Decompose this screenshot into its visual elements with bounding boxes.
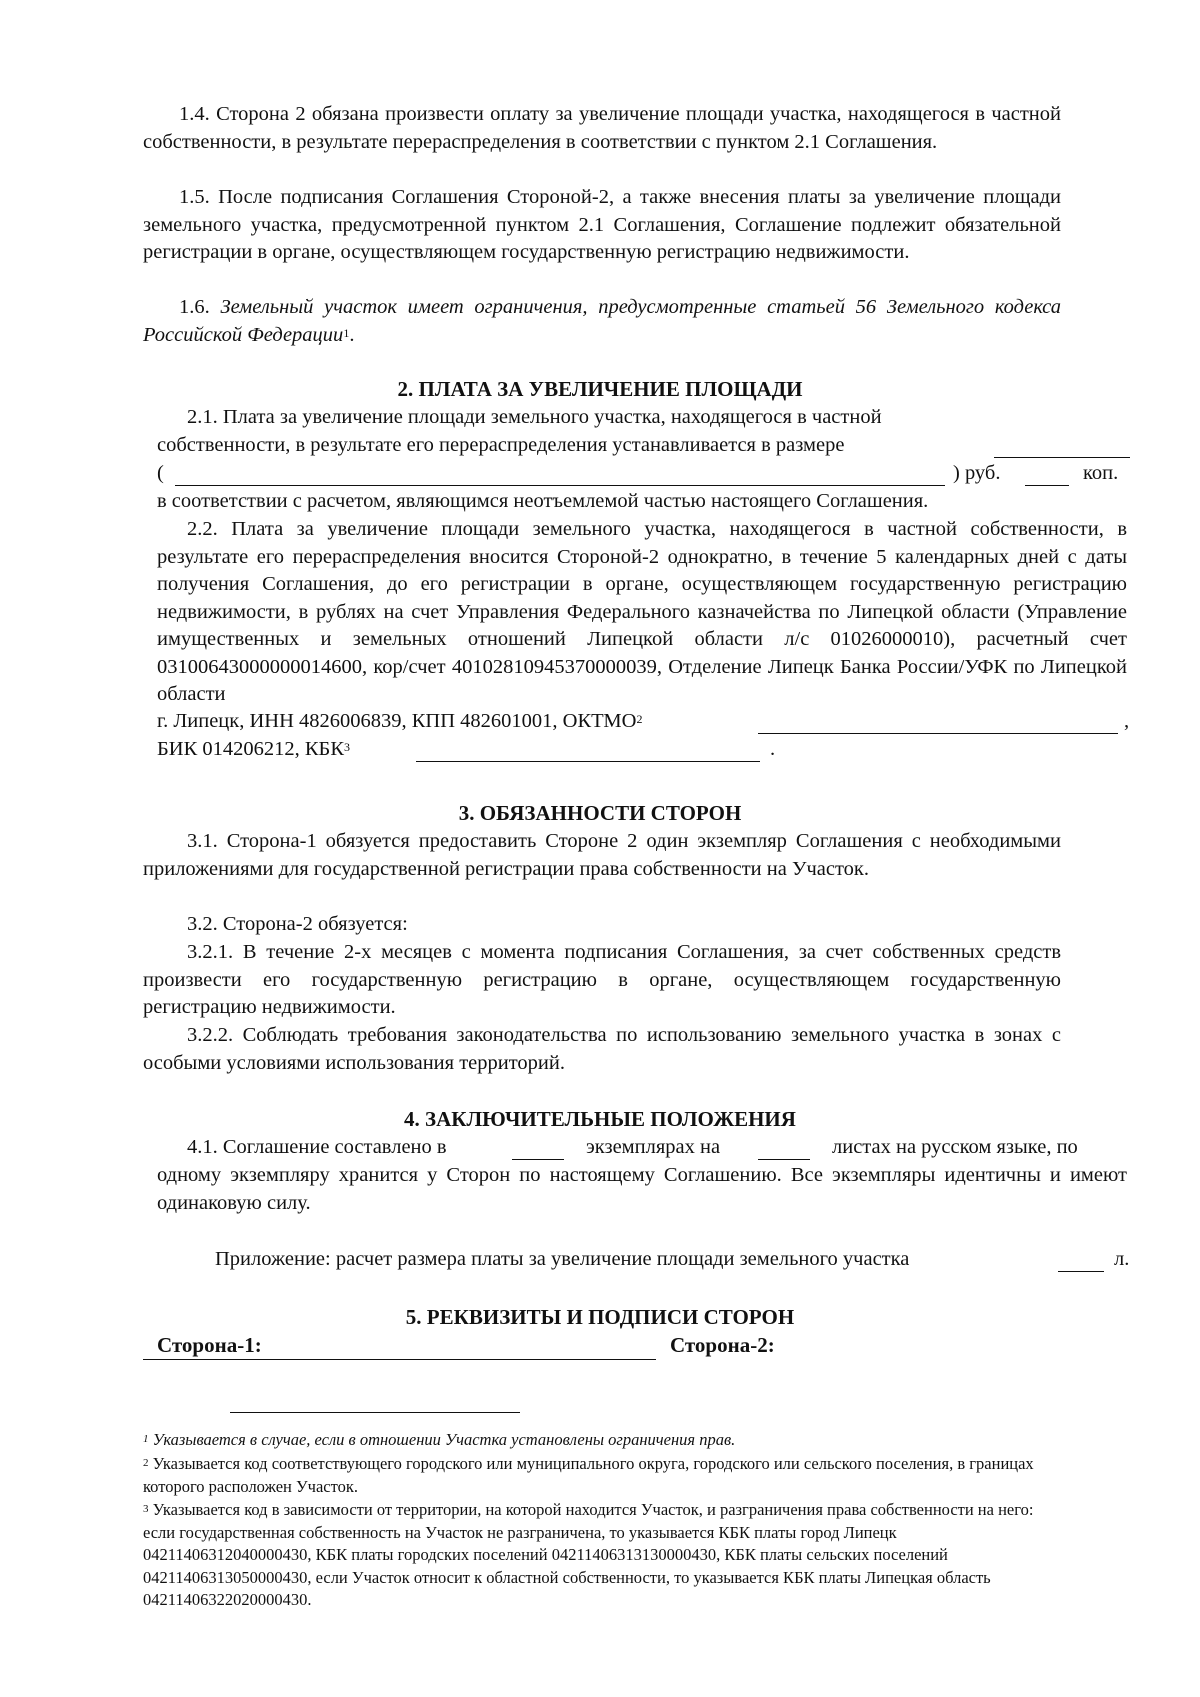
- footnote-3-text: Указывается код в зависимости от территории, на которой находится Участок, и разграничения права собственности на него: если государственная собственность на Участок не разграничена, то указывается КБК платы город Липецк 04211406312040000430, КБК платы городских поселений 04211406313130000430, КБК платы сельских поселений 04211406313050000430, если Участок относит к областной собственности, то указывается КБК платы Липецкая область 04211406322020000430.: [143, 1500, 1034, 1609]
- paragraph-2-1-text-2: собственности, в результате его перераспределения устанавливается в размере: [157, 434, 845, 456]
- amount-words-open-paren: (: [157, 462, 164, 484]
- footnote-2: [143, 1453, 1062, 1498]
- paragraph-2-1-text-1: 2.1. Плата за увеличение площади земельного участка, находящегося в частной: [187, 406, 882, 428]
- paragraph-2-2: 2.2. Плата за увеличение площади земельного участка, находящегося в частной собственности, в результате его перераспределения вносится Стороной-2 однократно, в течение 5 календарных дней с даты получения Соглашения, до его регистрации в органе, осуществляющем государственную регистрацию недвижимости, в рублях на счет Управления Федерального казначейства по Липецкой области (Управление имущественных и земельных отношений Липецкой области л/с 01026000010), расчетный счет 03100643000000014600, кор/счет 40102810945370000039, Отделение Липецк Банка России/УФК по Липецкой области: [157, 518, 1127, 705]
- kopecks-field[interactable]: [1025, 464, 1069, 486]
- paragraph-4-1-line-1: [187, 1134, 447, 1162]
- footnote-1-text: Указывается в случае, если в отношении Участка установлены ограничения прав.: [152, 1430, 736, 1449]
- sheets-count-field[interactable]: [758, 1138, 810, 1160]
- copies-label-a: 4.1. Соглашение составлено в: [187, 1136, 447, 1158]
- appendix-unit-row: [1114, 1246, 1129, 1274]
- paragraph-2-1-text-4: в соответствии с расчетом, являющимся неотъемлемой частью настоящего Соглашения.: [157, 490, 929, 512]
- paragraph-1-6-end: .: [349, 323, 355, 346]
- party-1-label: Сторона-1:: [157, 1333, 262, 1357]
- footnote-ref-2[interactable]: 2: [636, 712, 643, 726]
- paragraph-1-6: [143, 294, 1061, 349]
- footnote-ref-3[interactable]: 3: [344, 740, 350, 754]
- oktmo-comma-row: [1124, 708, 1129, 736]
- paragraph-1-6-text: Земельный участок имеет ограничения, предусмотренные статьей 56 Земельного кодекса Российской Федерации: [143, 296, 1061, 346]
- heading-section-3: 3. ОБЯЗАННОСТИ СТОРОН: [458, 801, 742, 825]
- party-1-row: [157, 1332, 262, 1360]
- paragraph-3-1: 3.1. Сторона-1 обязуется предоставить Стороне 2 один экземпляр Соглашения с необходимыми приложениями для государственной регистрации права собственности на Участок.: [143, 830, 1061, 880]
- oktmo-field[interactable]: [758, 712, 1118, 734]
- paragraph-1-6-number: 1.6.: [179, 296, 210, 318]
- paragraph-2-1-line-4: [157, 488, 928, 516]
- amount-digits-field[interactable]: [994, 436, 1130, 458]
- footnote-1: [143, 1429, 1062, 1452]
- party-2-row: [670, 1332, 775, 1360]
- oktmo-comma: ,: [1124, 710, 1130, 732]
- paragraph-3-2-1: 3.2.1. В течение 2-х месяцев с момента подписания Соглашения, за счет собственных средств произвести его государственную регистрацию в органе, осуществляющем государственную регистрацию недвижимости.: [143, 941, 1061, 1018]
- amount-words-field[interactable]: [175, 464, 945, 486]
- paragraph-1-5: 1.5. После подписания Соглашения Стороной-2, а также внесения платы за увеличение площади земельного участка, предусмотренной пунктом 2.1 Соглашения, Соглашение подлежит обязательной регистрации в органе, осуществляющем государственную регистрацию недвижимости.: [143, 186, 1061, 263]
- party-2-label: Сторона-2:: [670, 1333, 775, 1357]
- copies-label-b-row: [586, 1134, 720, 1162]
- paragraph-3-2-2: 3.2.2. Соблюдать требования законодательства по использованию земельного участка в зонах с особыми условиями использования территорий.: [143, 1024, 1061, 1074]
- footnote-2-text: Указывается код соответствующего городского или муниципального округа, городского или сельского поселения, в границах которого расположен Участок.: [143, 1454, 1034, 1496]
- appendix-text: Приложение: расчет размера платы за увеличение площади земельного участка: [215, 1248, 910, 1270]
- footnote-3-number: 3: [143, 1503, 149, 1515]
- paragraph-2-1-line-1: [187, 404, 882, 432]
- appendix-row: [215, 1246, 909, 1274]
- footnote-ref-1[interactable]: 1: [343, 325, 350, 340]
- appendix-unit: л.: [1114, 1248, 1130, 1270]
- copies-count-field[interactable]: [512, 1138, 564, 1160]
- kop-label: коп.: [1083, 462, 1119, 484]
- copies-label-c-row: [832, 1134, 1078, 1162]
- oktmo-label: г. Липецк, ИНН 4826006839, КПП 482601001, ОКТМО: [157, 710, 637, 732]
- oktmo-row: [157, 708, 642, 736]
- copies-label-b: экземплярах на: [586, 1136, 721, 1158]
- footnote-2-number: 2: [143, 1457, 149, 1469]
- copies-label-c: листах на русском языке, по: [832, 1136, 1078, 1158]
- bik-row: [157, 736, 350, 764]
- paragraph-2-1-line-2: [157, 432, 844, 460]
- paragraph-1-4: 1.4. Сторона 2 обязана произвести оплату за увеличение площади участка, находящегося в частной собственности, в результате перераспределения в соответствии с пунктом 2.1 Соглашения.: [143, 103, 1061, 153]
- kbk-field[interactable]: [416, 740, 760, 762]
- kbk-dot: .: [770, 738, 776, 760]
- footnote-separator: [230, 1412, 520, 1413]
- heading-section-5: 5. РЕКВИЗИТЫ И ПОДПИСИ СТОРОН: [405, 1305, 795, 1329]
- amount-rub-label-row: [953, 460, 1000, 488]
- rub-label: ) руб.: [953, 462, 1001, 484]
- paragraph-4-1-rest: одному экземпляру хранится у Сторон по настоящему Соглашению. Все экземпляры идентичны и имеют одинаковую силу.: [157, 1164, 1127, 1214]
- kop-label-row: [1083, 460, 1118, 488]
- footnote-1-number: 1: [143, 1433, 149, 1445]
- kbk-dot-row: [770, 736, 775, 764]
- appendix-sheets-field[interactable]: [1058, 1250, 1104, 1272]
- bik-label: БИК 014206212, КБК: [157, 738, 344, 760]
- heading-section-2: 2. ПЛАТА ЗА УВЕЛИЧЕНИЕ ПЛОЩАДИ: [397, 377, 803, 401]
- paragraph-3-2: 3.2. Сторона-2 обязуется:: [187, 913, 408, 935]
- footnote-3: [143, 1499, 1062, 1612]
- heading-section-4: 4. ЗАКЛЮЧИТЕЛЬНЫЕ ПОЛОЖЕНИЯ: [404, 1107, 796, 1131]
